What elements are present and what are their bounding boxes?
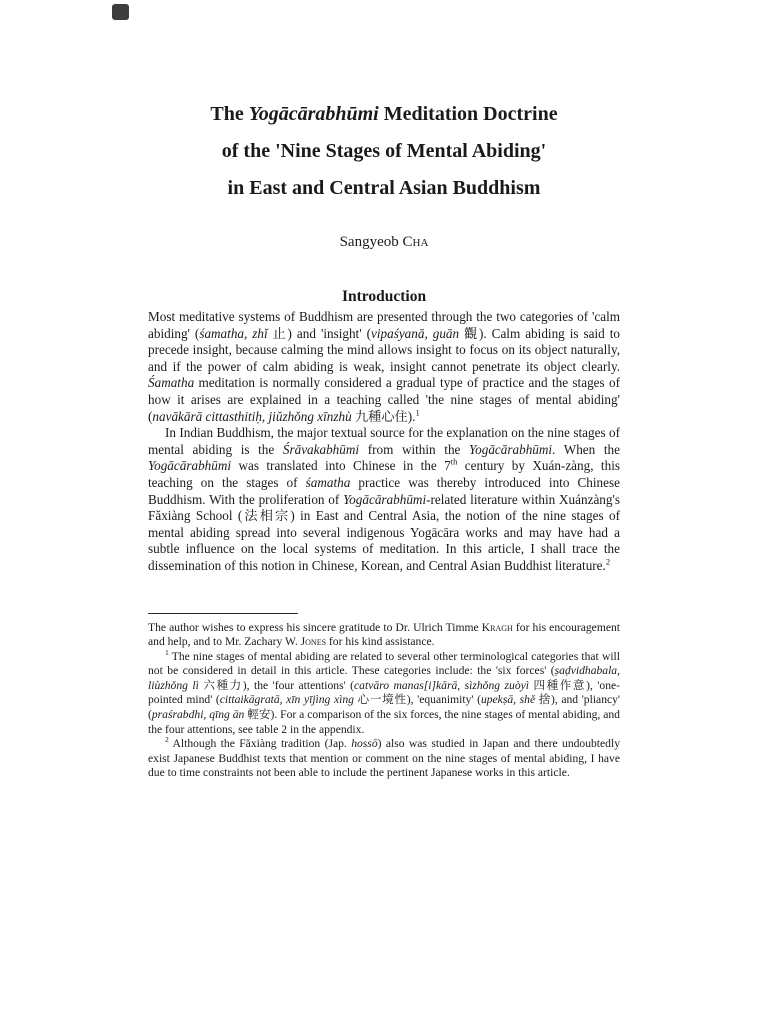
author-name: Sangyeob Cha <box>339 234 429 250</box>
footnote-section <box>148 613 620 782</box>
body-paragraph: In Indian Buddhism, the major textual source for the explanation on the nine stages of mental abiding is the Śrāvakabhūmi from within the Yogācārabhūmi. When the Yogācārabhūmi was translated into Chinese in the 7th century by Xuán-zàng, this teaching on the stages of śamatha practice was thereby introduced into Chinese Buddhism. With the proliferation of Yogācārabhūmi-related literature within Xuánzàng's Fǎxiàng School (法相宗) in East and Central Asia, the notion of the nine stages of mental abiding spread into several indigenous Yogācāra works and may have had a subtle influence on the local systems of meditation. In this article, I shall trace the dissemination of this notion in Chinese, Korean, and Central Asian Buddhist literature.$^2$ <box>148 425 620 573</box>
section-heading: Introduction <box>341 288 427 305</box>
corner-mark-icon <box>112 4 129 20</box>
title-line: in East and Central Asian Buddhism <box>227 177 541 199</box>
footnote-2: $^2$ Although the Fǎxiàng tradition (Jap. hossō) also was studied in Japan and there undoubtedly exist Japanese Buddhist texts that mention or comment on the nine stages of mental abiding, I have due to time constraints not been able to include the pertinent Japanese works in this article. <box>148 735 620 780</box>
title-line: of the 'Nine Stages of Mental Abiding' <box>221 140 547 162</box>
footnote-divider <box>148 613 298 614</box>
paper-title <box>148 96 620 207</box>
footnote-1: $^1$ The nine stages of mental abiding are related to several other terminological categories that will not be considered in detail in this article. These categories include: the 'six forces' (ṣaḍvidhabala, liùzhǒng lì 六種力), the 'four attentions' (catvāro manas[i]kārā, sìzhǒng zuòyì 四種作意), 'one-pointed mind' (cittaikāgratā, xīn yījìng xìng 心一境性), 'equanimity' (upekṣā, shě 捨), and 'pliancy' (praśrabdhi, qīng ān 輕安). For a comparison of the six forces, the nine stages of mental abiding, and the four attentions, see table 2 in the appendix. <box>148 647 621 736</box>
body-paragraph: Most meditative systems of Buddhism are presented through the two categories of 'calm abiding' (śamatha, zhǐ 止) and 'insight' (vipaśyanā, guān 觀). Calm abiding is said to precede insight, because calming the mind allows insight to focus on its object naturally, and if the power of calm abiding is weak, insight cannot penetrate its object clearly. Śamatha meditation is normally considered a gradual type of practice and the stages of how it arises are explained in a teaching called 'the nine stages of mental abiding' (navākārā cittasthitiḥ, jiǔzhǒng xīnzhù 九種心住).$^1$ <box>148 309 621 424</box>
title-line: The Yogācārabhūmi Meditation Doctrine <box>210 103 558 125</box>
page-content <box>148 0 620 781</box>
footnote-acknowledgment: The author wishes to express his sincere gratitude to Dr. Ulrich Timme Kragh for his encouragement and help, and to Mr. Zachary W. Jones for his kind assistance. <box>148 620 620 649</box>
